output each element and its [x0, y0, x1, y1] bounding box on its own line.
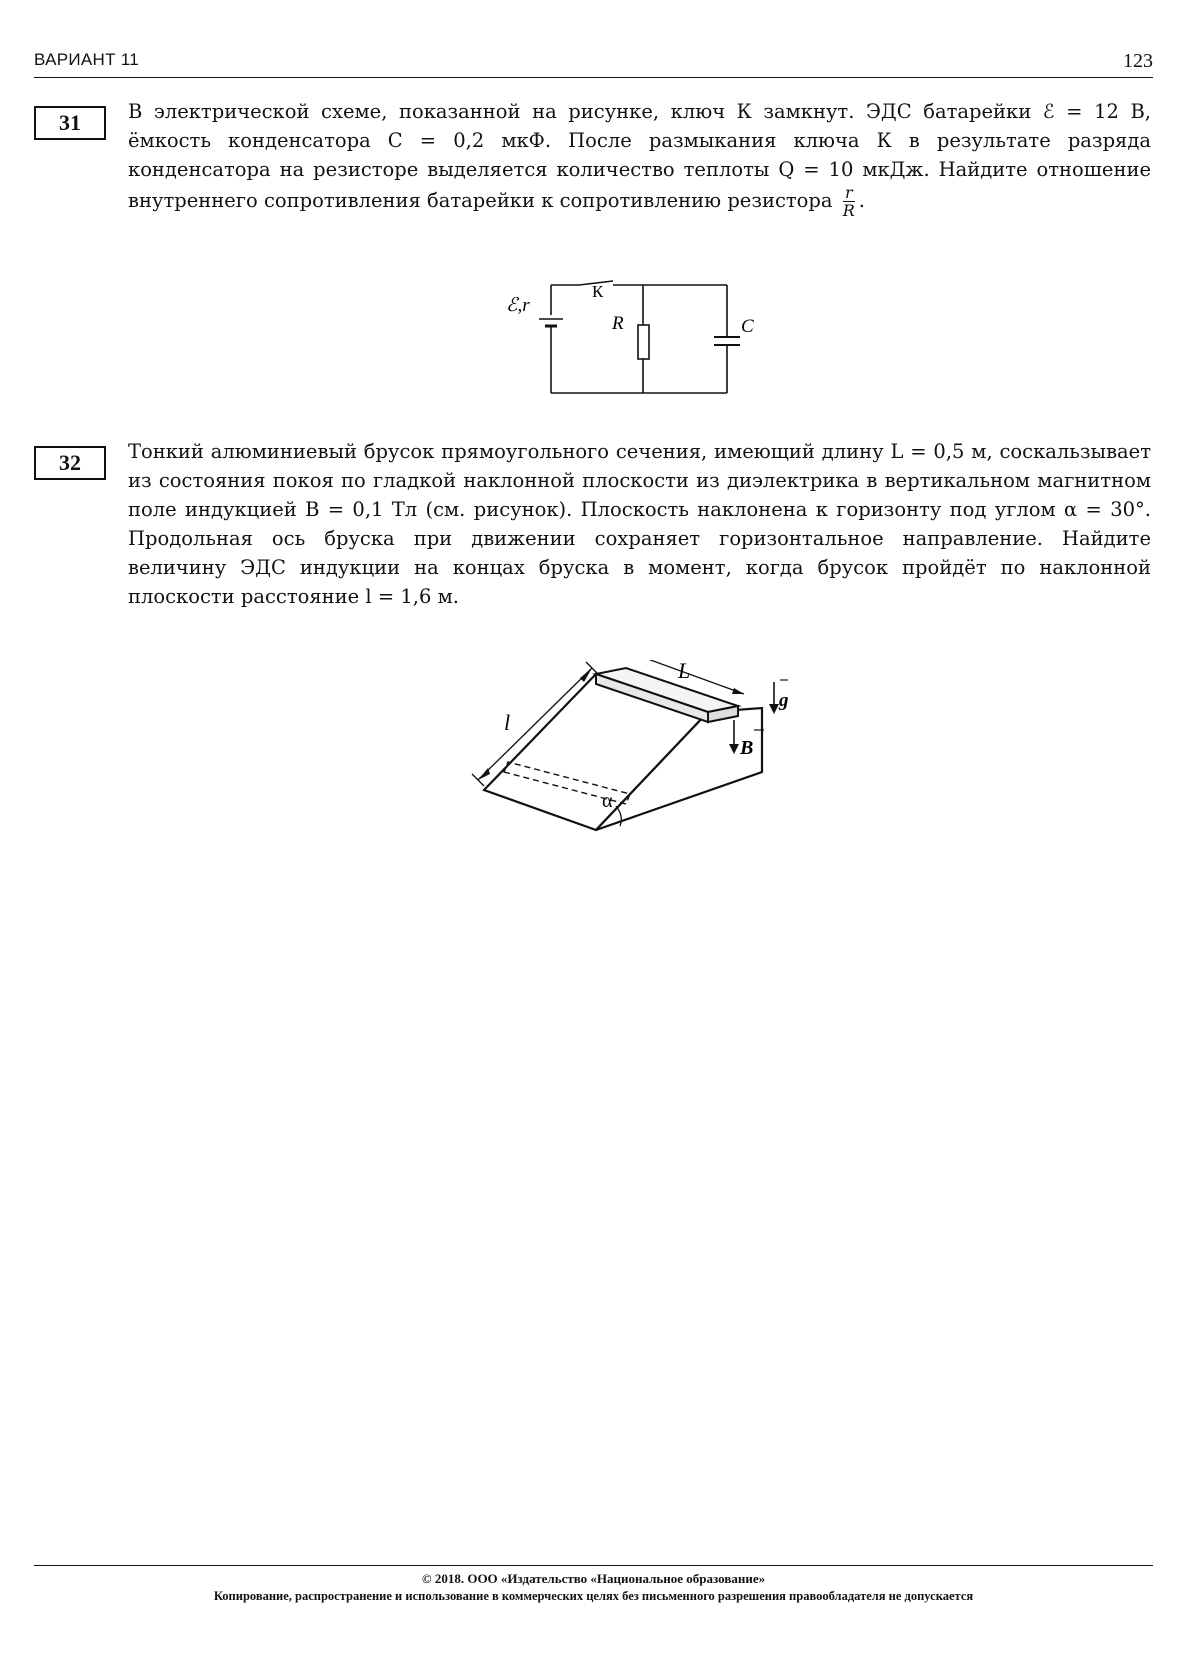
copyright-notice: Копирование, распространение и использование в коммерческих целях без письменного разрешения правообладателя не допускается	[213, 1589, 974, 1603]
question-31-end: .	[858, 189, 865, 212]
question-32-text	[128, 437, 1151, 611]
fraction-denominator: R	[842, 201, 855, 220]
resistor-symbol	[638, 325, 649, 359]
emf-label: ℰ,r	[506, 295, 530, 316]
gravity-label: g	[779, 690, 789, 711]
variant-title: ВАРИАНТ 11	[34, 50, 140, 69]
footer-divider	[34, 1565, 1153, 1566]
question-31-body: В электрической схеме, показанной на рисунке, ключ К замкнут. ЭДС батарейки ℰ = 12 В, ёмкость конденсатора C = 0,2 мкФ. После размыкания ключа К в результате разряда конденсатора на резисторе выделяется количество теплоты Q = 10 мкДж. Найдите отношение внутреннего сопротивления батарейки к сопротивлению резистора	[128, 100, 1151, 212]
switch-label: К	[592, 282, 604, 301]
question-32-body: Тонкий алюминиевый брусок прямоугольного сечения, имеющий длину L = 0,5 м, соскальзывает из состояния покоя по гладкой наклонной плоскости из диэлектрика в вертикальном магнитном поле индукцией B = 0,1 Тл (см. рисунок). Плоскость наклонена к горизонту под углом α = 30°. Продольная ось бруска при движении сохраняет горизонтальное направление. Найдите величину ЭДС индукции на концах бруска в момент, когда брусок пройдёт по наклонной плоскости расстояние l = 1,6 м.	[128, 440, 1151, 608]
ratio-fraction	[843, 184, 855, 219]
question-31-text	[128, 97, 1151, 219]
page-number: 123	[1123, 50, 1153, 72]
copyright-line: © 2018. ООО «Издательство «Национальное образование»	[421, 1571, 766, 1586]
resistor-label: R	[612, 313, 624, 334]
question-31-number: 31	[34, 106, 106, 140]
distance-l-label: l	[504, 710, 511, 735]
capacitor-label: C	[741, 316, 754, 337]
question-32-number: 32	[34, 446, 106, 480]
length-L-label: L	[678, 660, 691, 683]
circuit-diagram	[495, 275, 755, 405]
header-divider	[34, 77, 1153, 78]
magnetic-field-label: B	[740, 737, 754, 759]
fraction-numerator: r	[843, 184, 855, 202]
angle-alpha-label: α	[602, 790, 613, 812]
incline-diagram	[420, 660, 840, 890]
